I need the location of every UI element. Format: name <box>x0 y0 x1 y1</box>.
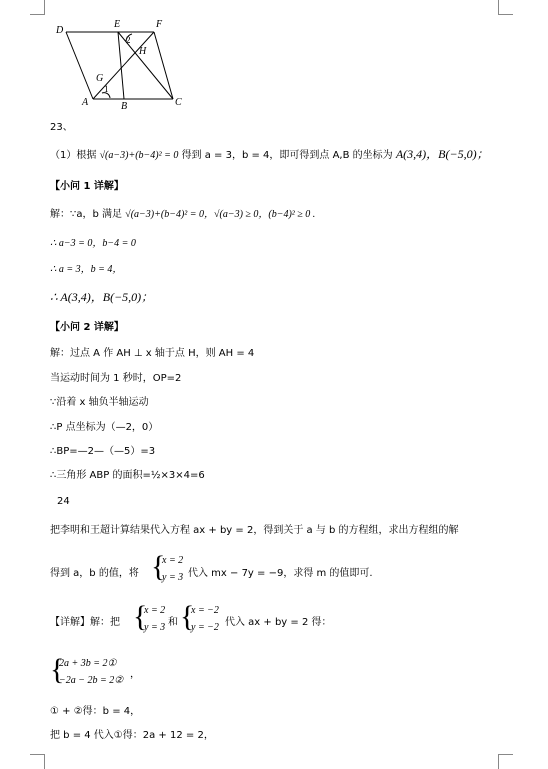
q24-system-1 <box>151 552 191 586</box>
q23-sub2-line3: ∵沿着 x 轴负半轴运动 <box>50 397 149 408</box>
q24-system-4-line1: 2a + 3b = 2① <box>59 658 117 669</box>
q24-system-1-line2: y = 3 <box>162 572 184 583</box>
q23-sol-line1-expr: √(a−3)+(b−4)² = 0，√(a−3) ≥ 0，(b−4)² ≥ 0 . <box>125 209 316 220</box>
q24-intro2-pre: 得到 a，b 的值，将 <box>50 568 139 579</box>
label-c: C <box>175 97 182 108</box>
label-h: H <box>139 46 147 57</box>
q23-line-c: ∴ A(3,4)，B(−5,0)； <box>50 290 154 304</box>
q23-part1-mid: 得到 a = 3，b = 4，即可得到点 A,B 的坐标为 <box>181 150 393 161</box>
q23-line-b: ∴ a = 3，b = 4， <box>50 264 123 275</box>
crop-mark-top-right <box>498 0 513 15</box>
q23-sol-line1 <box>50 208 315 222</box>
q23-sub2-line6: ∴三角形 ABP 的面积=½×3×4=6 <box>50 470 205 481</box>
q24-system-2-line2: y = 3 <box>144 622 166 633</box>
q24-system-4-tail: ， <box>130 669 140 680</box>
q24-detail-post: 代入 ax + by = 2 得： <box>225 617 332 628</box>
label-g: G <box>96 73 104 84</box>
q23-sol-line1-pre: 解：∵a，b 满足 <box>50 209 123 220</box>
q23-sub2-line1: 解：过点 A 作 AH ⊥ x 轴于点 H，则 AH = 4 <box>50 348 255 359</box>
q23-sub2-line5: ∴BP=—2—（—5）=3 <box>50 446 156 457</box>
q23-part1-coords: A(3,4)，B(−5,0)； <box>395 147 489 161</box>
crop-mark-top-left <box>30 0 45 15</box>
q23-sub2-line4: ∴P 点坐标为（—2，0） <box>50 422 159 433</box>
q23-part1-expr: √(a−3)+(b−4)² = 0 <box>99 150 179 161</box>
q24-intro2-post: 代入 mx − 7y = −9，求得 m 的值即可. <box>188 568 373 579</box>
q24-system-3-brace: { <box>180 600 195 633</box>
label-d: D <box>56 25 64 36</box>
q23-sub2-title: 【小问 2 详解】 <box>50 322 124 333</box>
q24-system-3 <box>180 602 228 636</box>
q24-number: 24 <box>57 496 70 507</box>
q24-system-1-line1: x = 2 <box>162 555 184 566</box>
angle-label-1: 1 <box>104 84 109 94</box>
q24-system-3-line1: x = −2 <box>191 605 219 616</box>
label-a: A <box>82 97 89 108</box>
q24-system-1-brace: { <box>151 550 166 583</box>
q23-sub2-line2: 当运动时间为 1 秒时，OP=2 <box>50 373 182 384</box>
label-f: F <box>156 19 163 30</box>
q23-number: 23、 <box>50 122 73 133</box>
q24-step2: 把 b = 4 代入①得：2a + 12 = 2， <box>50 730 214 741</box>
q24-system-2-line1: x = 2 <box>144 605 166 616</box>
q24-system-3-line2: y = −2 <box>191 622 219 633</box>
q23-sub1-title: 【小问 1 详解】 <box>50 181 124 192</box>
crop-mark-bottom-right <box>498 754 513 769</box>
q24-system-4-line2: −2a − 2b = 2② <box>59 675 124 686</box>
q23-line-a: ∴ a−3 = 0，b−4 = 0 <box>50 238 136 249</box>
q24-system-2 <box>133 602 173 636</box>
q24-step1: ① + ②得：b = 4， <box>50 706 141 717</box>
q24-system-2-brace: { <box>133 600 148 633</box>
angle-label-2: 2 <box>126 35 131 45</box>
q23-part1-line <box>50 147 489 163</box>
q24-intro: 把李明和王超计算结果代入方程 ax + by = 2，得到关于 a 与 b 的方程组，求出方程组的解 <box>50 525 459 536</box>
crop-mark-bottom-left <box>30 754 45 769</box>
q24-detail-pre: 【详解】解：把 <box>50 617 120 628</box>
label-b: B <box>121 101 128 112</box>
q24-and: 和 <box>168 617 178 628</box>
q23-part1-pre: （1）根据 <box>50 150 97 161</box>
label-e: E <box>114 19 121 30</box>
q24-system-4-brace: { <box>50 653 65 686</box>
geometry-figure <box>48 12 198 112</box>
